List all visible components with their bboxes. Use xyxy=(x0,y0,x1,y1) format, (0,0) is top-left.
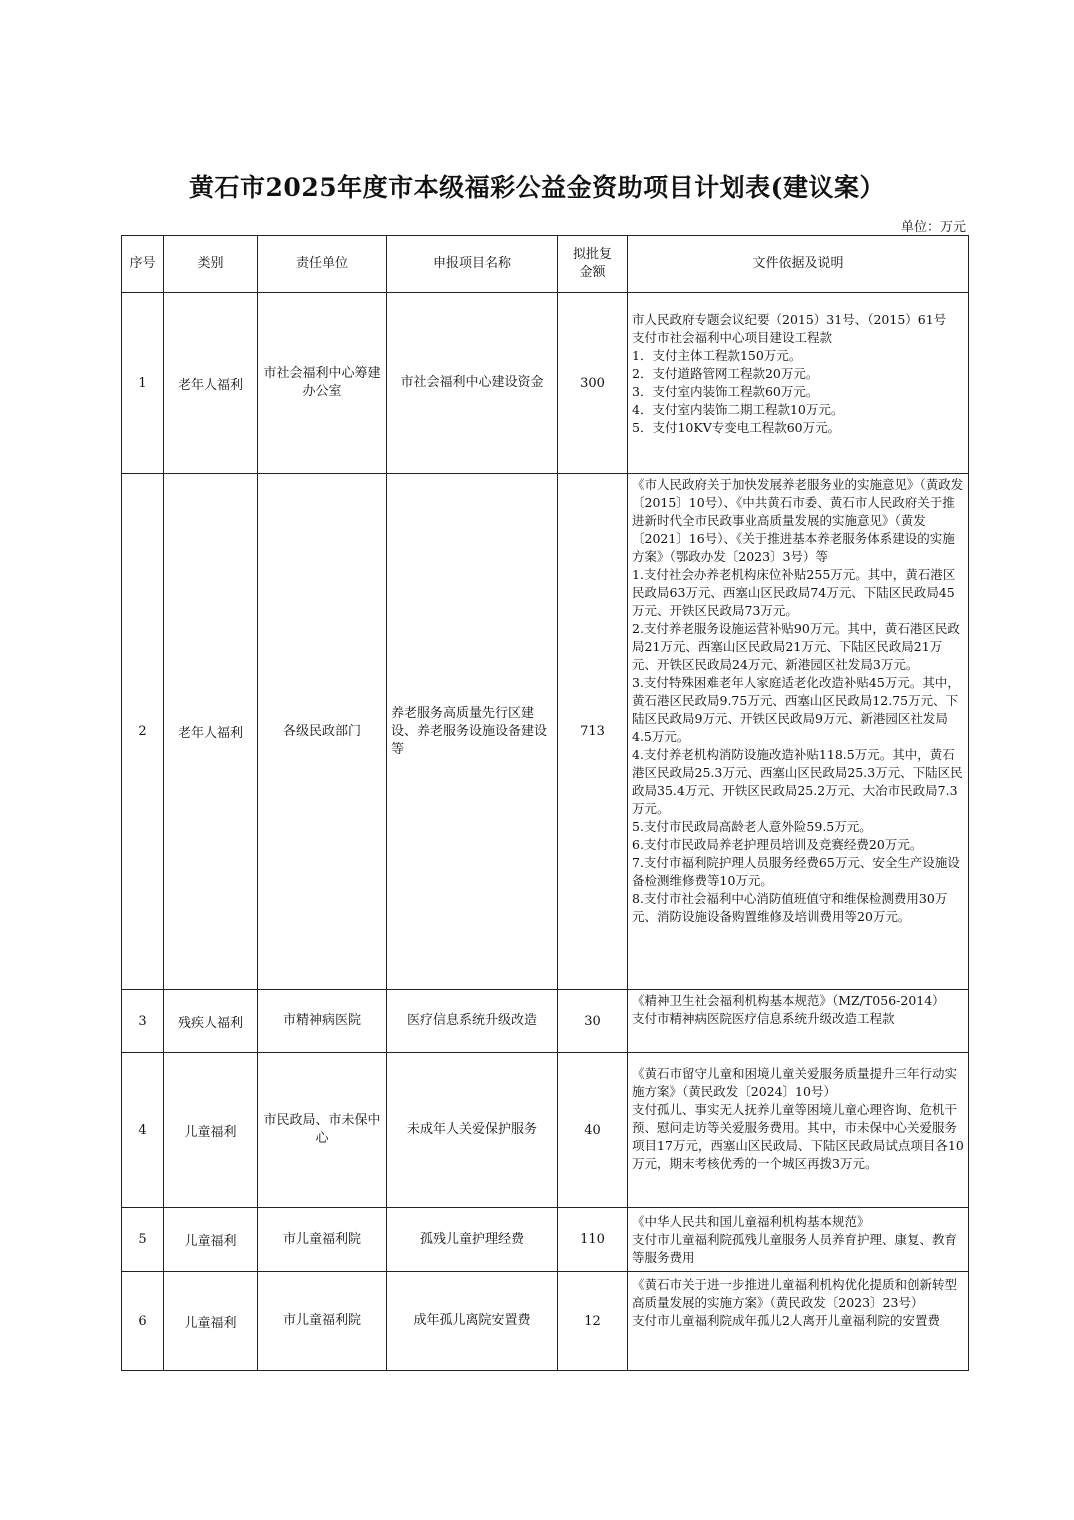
row-basis-text: 《黄石市关于进一步推进儿童福利机构优化提质和创新转型高质量发展的实施方案》（黄民政发〔2023〕23号） 支付市儿童福利院成年孤儿2人离开儿童福利院的安置费 xyxy=(632,1277,958,1328)
header-seq: 序号 xyxy=(122,236,164,293)
header-category: 类别 xyxy=(164,236,258,293)
table-row xyxy=(122,1208,969,1272)
row-basis xyxy=(628,474,969,990)
table-row xyxy=(122,990,969,1053)
row-amount: 300 xyxy=(558,293,628,474)
row-category: 儿童福利 xyxy=(164,1053,258,1208)
row-amount: 30 xyxy=(558,990,628,1053)
page-title: 黄石市2025年度市本级福彩公益金资助项目计划表(建议案） xyxy=(189,173,885,202)
row-seq: 3 xyxy=(122,990,164,1053)
header-amount: 拟批复金额 xyxy=(558,236,628,293)
row-basis xyxy=(628,293,969,474)
row-basis-text: 《市人民政府关于加快发展养老服务业的实施意见》（黄政发〔2015〕10号）、《中共黄石市委、黄石市人民政府关于推进新时代全市民政事业高质量发展的实施意见》（黄发〔2021〕16号）、《关于推进基本养老服务体系建设的实施方案》（鄂政办发〔2023〕3号）等 1.支付社会办养老机构床位补贴255万元。其中，黄石港区民政局63万元、西塞山区民政局74万元、下陆区民政局45万元、开铁区民政局73万元。 2.支付养老服务设施运营补贴90万元。其中，黄石港区民政局21万元、西塞山区民政局21万元、下陆区民政局21万元、开铁区民政局24万元、新港园区社发局3万元。 3.支付特殊困难老年人家庭适老化改造补贴45万元。其中，黄石港区民政局9.75万元、西塞山区民政局12.75万元、下陆区民政局9万元、开铁区民政局9万元、新港园区社发局4.5万元。 4.支付养老机构消防设施改造补贴118.5万元。其中，黄石港区民政局25.3万元、西塞山区民政局25.3万元、下陆区民政局35.4万元、开铁区民政局25.2万元、大冶市民政局7.3万元。 5.支付市民政局高龄老人意外险59.5万元。 6.支付市民政局养老护理员培训及竞赛经费20万元。 7.支付市福利院护理人员服务经费65万元、安全生产设施设备检测维修费等10万元。 8.支付市社会福利中心消防值班值守和维保检测费用30万元、消防设施设备购置维修及培训费用等20万元。 xyxy=(632,477,964,924)
row-project: 未成年人关爱保护服务 xyxy=(387,1053,558,1208)
table-row xyxy=(122,1272,969,1371)
row-basis xyxy=(628,1208,969,1272)
row-amount: 40 xyxy=(558,1053,628,1208)
row-seq: 2 xyxy=(122,474,164,990)
row-dept: 市儿童福利院 xyxy=(258,1208,387,1272)
row-category: 老年人福利 xyxy=(164,474,258,990)
row-dept: 市精神病医院 xyxy=(258,990,387,1053)
row-project: 孤残儿童护理经费 xyxy=(387,1208,558,1272)
row-amount: 12 xyxy=(558,1272,628,1371)
row-basis xyxy=(628,1272,969,1371)
row-dept: 各级民政部门 xyxy=(258,474,387,990)
row-basis xyxy=(628,990,969,1053)
row-dept: 市民政局、市未保中心 xyxy=(258,1053,387,1208)
row-category: 儿童福利 xyxy=(164,1208,258,1272)
header-basis: 文件依据及说明 xyxy=(628,236,969,293)
table-row xyxy=(122,293,969,474)
table-row xyxy=(122,1053,969,1208)
row-category: 残疾人福利 xyxy=(164,990,258,1053)
row-basis-text: 《黄石市留守儿童和困境儿童关爱服务质量提升三年行动实施方案》（黄民政发〔2024〕10号） 支付孤儿、事实无人抚养儿童等困境儿童心理咨询、危机干预、慰问走访等关爱服务费用。其中，市未保中心关爱服务项目17万元，西塞山区民政局、下陆区民政局试点项目各10万元，期末考核优秀的一个城区再拨3万元。 xyxy=(632,1066,964,1171)
row-category: 老年人福利 xyxy=(164,293,258,474)
row-amount: 713 xyxy=(558,474,628,990)
row-project: 养老服务高质量先行区建设、养老服务设施设备建设等 xyxy=(387,474,558,990)
row-project: 医疗信息系统升级改造 xyxy=(387,990,558,1053)
row-project: 成年孤儿离院安置费 xyxy=(387,1272,558,1371)
header-dept: 责任单位 xyxy=(258,236,387,293)
row-seq: 4 xyxy=(122,1053,164,1208)
row-seq: 1 xyxy=(122,293,164,474)
table-row xyxy=(122,474,969,990)
row-seq: 5 xyxy=(122,1208,164,1272)
row-category: 儿童福利 xyxy=(164,1272,258,1371)
row-basis xyxy=(628,1053,969,1208)
table-header-row xyxy=(122,236,969,293)
header-project: 申报项目名称 xyxy=(387,236,558,293)
project-table xyxy=(121,235,969,1371)
row-dept: 市儿童福利院 xyxy=(258,1272,387,1371)
row-amount: 110 xyxy=(558,1208,628,1272)
row-seq: 6 xyxy=(122,1272,164,1371)
row-dept: 市社会福利中心筹建办公室 xyxy=(258,293,387,474)
row-basis-text: 《中华人民共和国儿童福利机构基本规范》 支付市儿童福利院孤残儿童服务人员养育护理、康复、教育等服务费用 xyxy=(632,1214,958,1265)
row-basis-text: 市人民政府专题会议纪要（2015）31号、（2015）61号 支付市社会福利中心项目建设工程款 1．支付主体工程款150万元。 2．支付道路管网工程款20万元。 3．支付室内装饰工程款60万元。 4．支付室内装饰二期工程款10万元。 5．支付10KV专变电工程款60万元。 xyxy=(632,312,947,435)
unit-label: 单位：万元 xyxy=(900,220,966,235)
row-basis-text: 《精神卫生社会福利机构基本规范》（MZ/T056-2014） 支付市精神病医院医疗信息系统升级改造工程款 xyxy=(632,993,945,1026)
row-project: 市社会福利中心建设资金 xyxy=(387,293,558,474)
